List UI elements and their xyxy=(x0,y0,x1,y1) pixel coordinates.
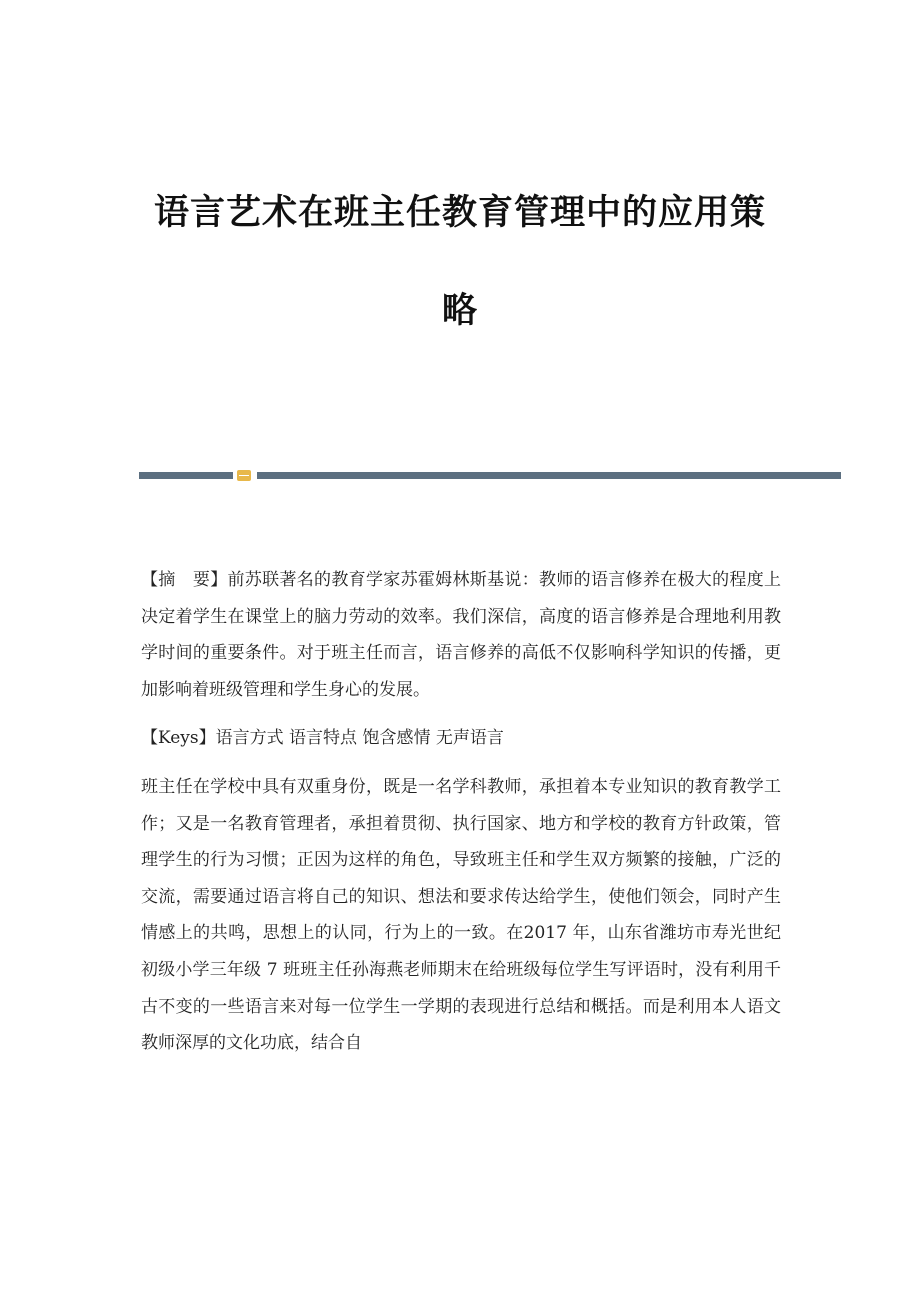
keys-text: 语言方式 语言特点 饱含感情 无声语言 xyxy=(215,728,504,749)
title-line-1: 语言艺术在班主任教育管理中的应用策 xyxy=(153,193,766,233)
document-title xyxy=(100,188,820,336)
divider-bar-left xyxy=(139,472,233,479)
abstract-paragraph xyxy=(141,562,781,708)
divider-bar-right xyxy=(257,472,841,479)
keys-label: 【Keys】 xyxy=(141,728,216,749)
body-paragraph-1: 班主任在学校中具有双重身份，既是一名学科教师，承担着本专业知识的教育教学工作；又是一名教育管理者，承担着贯彻、执行国家、地方和学校的教育方针政策，管理学生的行为习惯；正因为这样的角色，导致班主任和学生双方频繁的接触，广泛的交流，需要通过语言将自己的知识、想法和要求传达给学生，使他们领会，同时产生情感上的共鸣，思想上的认同，行为上的一致。在2017 年，山东省潍坊市寿光世纪初级小学三年级 7 班班主任孙海燕老师期末在给班级每位学生写评语时，没有利用千古不变的一些语言来对每一位学生一学期的表现进行总结和概括。而是利用本人语文教师深厚的文化功底，结合自 xyxy=(141,776,781,1054)
document-content xyxy=(141,562,781,1062)
divider-ornament-icon xyxy=(237,470,251,481)
title-divider xyxy=(139,470,841,482)
keys-paragraph xyxy=(141,720,781,757)
abstract-label: 【摘 要】 xyxy=(141,570,228,590)
abstract-text: 前苏联著名的教育学家苏霍姆林斯基说：教师的语言修养在极大的程度上决定着学生在课堂上的脑力劳动的效率。我们深信，高度的语言修养是合理地利用教学时间的重要条件。对于班主任而言，语言修养的高低不仅影响科学知识的传播，更加影响着班级管理和学生身心的发展。 xyxy=(141,570,782,700)
title-line-2: 略 xyxy=(441,291,478,331)
